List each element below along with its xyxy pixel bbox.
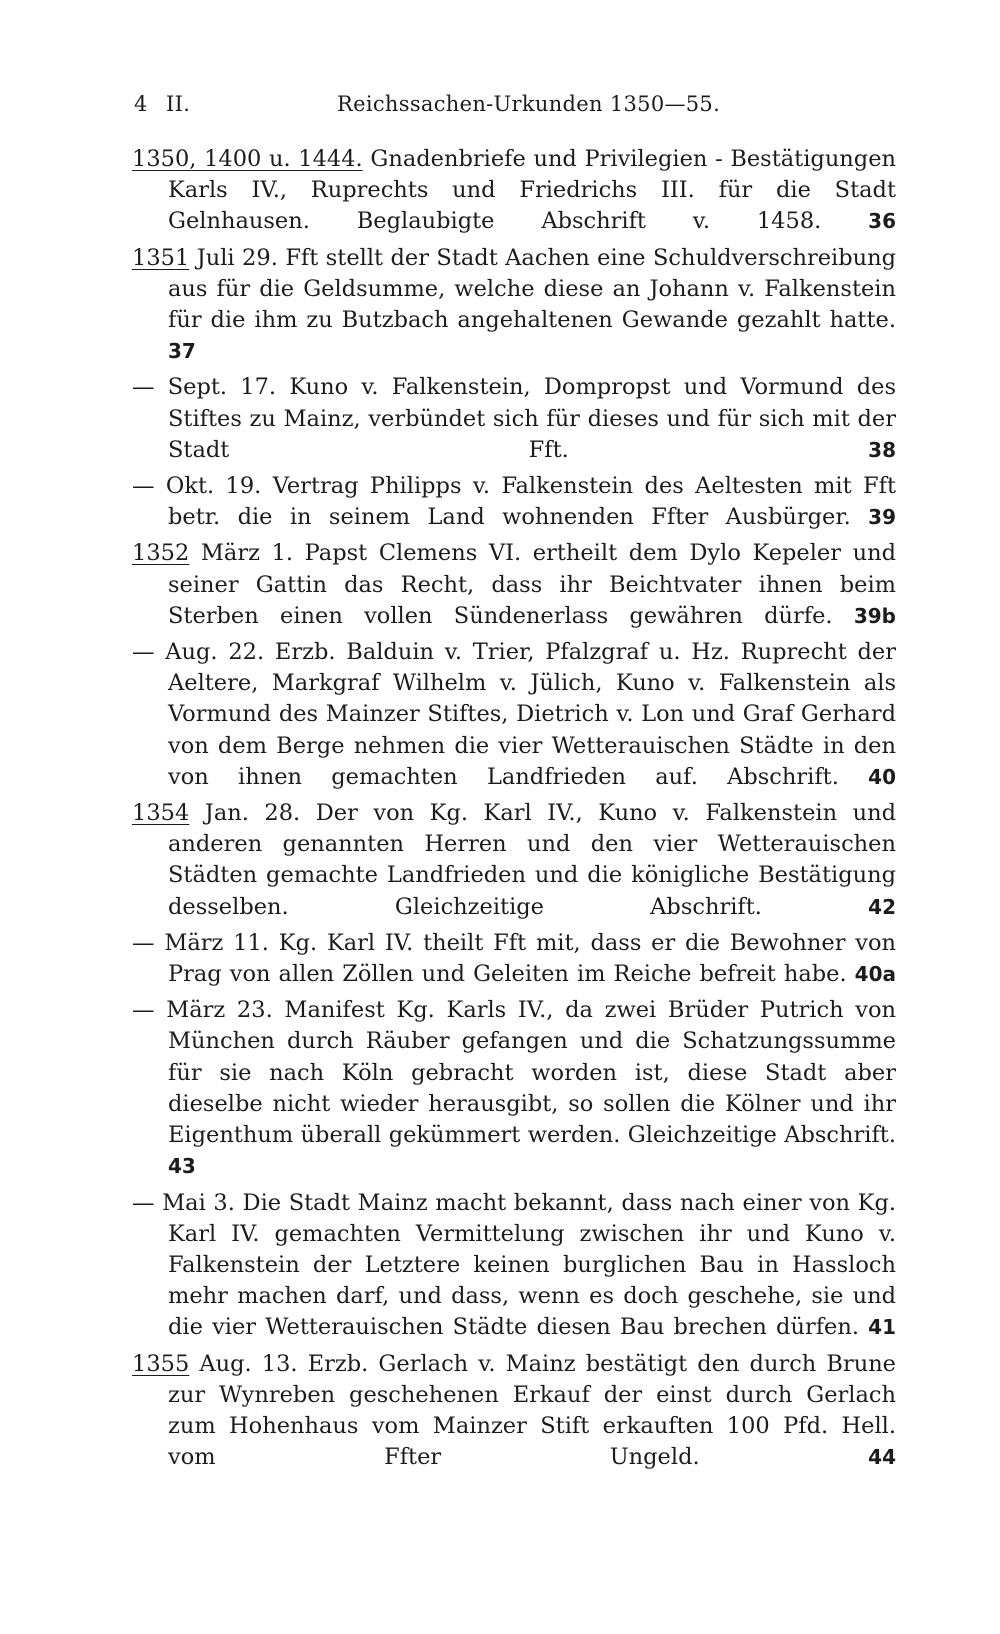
entry-text: Erzb. Gerlach v. Mainz bestätigt den durch Brune zur Wynreben geschehenen Erkauf der einst durch Gerlach zum Hohenhaus vom Mainzer Stift erkauften 100 Pfd. Hell. vom Ffter Ungeld.	[168, 1350, 896, 1471]
entry-date	[132, 930, 269, 956]
entry-text: Die Stadt Mainz macht bekannt, dass nach einer von Kg. Karl IV. gemachten Vermittelung zwischen ihr und Kuno v. Falkenstein der Letztere keinen burglichen Bau in Hassloch mehr machen darf, und dass, wenn es doch geschehe, sie und die vier Wetterauischen Städte diesen Bau brechen dürfen.	[168, 1189, 896, 1341]
entry-text: Kuno v. Falkenstein, Dompropst und Vormund des Stiftes zu Mainz, verbündet sich für dieses und für sich mit der Stadt Fft.	[168, 374, 897, 463]
section-number: II.	[166, 92, 191, 116]
entry-date	[132, 800, 300, 826]
entry-day: Mai 3.	[162, 1189, 235, 1216]
entry-text: Kg. Karl IV. theilt Fft mit, dass er die Bewohner von Prag von allen Zöllen und Geleiten im Reiche befreit habe.	[168, 929, 897, 988]
entry-text: Der von Kg. Karl IV., Kuno v. Falkenstein und anderen genannten Herren und den vier Wetterauischen Städten gemachte Landfrieden und die königliche Bestätigung desselben. Gleichzeitige Abschrift.	[168, 800, 896, 920]
list-item	[132, 637, 896, 793]
running-title: Reichssachen-Urkunden 1350—55.	[337, 92, 721, 116]
page-number: 4	[134, 92, 148, 116]
entry-text: Manifest Kg. Karls IV., da zwei Brüder Putrich von München durch Räuber gefangen und die Schatzungssumme für sie nach Köln gebracht worden ist, diese Stadt aber dieselbe nicht wieder herausgibt, so sollen die Kölner und ihr Eigenthum überall gekümmert werden. Gleichzeitige Abschrift.	[168, 997, 896, 1149]
entry-year: —	[132, 374, 155, 401]
entry-number: 39	[868, 505, 896, 530]
entry-date	[132, 374, 276, 400]
list-item	[132, 243, 896, 368]
entry-year: —	[132, 473, 155, 500]
entry-day: Aug. 22.	[165, 639, 265, 666]
list-item	[132, 144, 896, 238]
entry-number: 38	[868, 437, 896, 462]
entry-day: März 1.	[200, 540, 294, 567]
entry-number: 41	[868, 1315, 896, 1340]
entry-day: Aug. 13.	[199, 1350, 298, 1377]
entry-text: Fft stellt der Stadt Aachen eine Schuldverschreibung aus für die Geldsumme, welche diese an Johann v. Falkenstein für die ihm zu Butzbach angehaltenen Gewande gezahlt hatte.	[168, 244, 897, 334]
entry-date	[132, 540, 293, 566]
entry-text: Gnadenbriefe und Privilegien - Bestätigungen Karls IV., Ruprechts und Friedrichs III. für die Stadt Gelnhausen. Beglaubigte Abschrift v. 1458.	[168, 146, 897, 235]
entry-number: 37	[168, 339, 196, 364]
entry-year: 1354	[132, 800, 190, 827]
entry-year: 1352	[132, 540, 190, 567]
list-item	[132, 372, 896, 466]
list-item	[132, 995, 896, 1182]
list-item	[132, 538, 896, 632]
entry-text: Vertrag Philipps v. Falkenstein des Aeltesten mit Fft betr. die in seinem Land wohnenden Ffter Ausbürger.	[168, 473, 896, 531]
entry-date	[132, 245, 278, 271]
entry-list	[132, 144, 896, 1473]
entry-date	[132, 473, 261, 499]
entry-day: März 11.	[164, 929, 269, 956]
entry-day: Juli 29.	[196, 244, 278, 271]
list-item	[132, 928, 896, 990]
entry-day: März 23.	[166, 997, 273, 1024]
entry-date	[132, 1351, 298, 1377]
entry-day: Sept. 17.	[167, 374, 277, 401]
list-item	[132, 471, 896, 533]
entry-year: —	[132, 929, 155, 956]
entry-year: 1355	[132, 1350, 190, 1377]
entry-day: Jan. 28.	[204, 800, 301, 827]
entry-number: 42	[868, 894, 896, 919]
page-header	[132, 88, 896, 128]
entry-year: —	[132, 639, 155, 666]
entry-date	[132, 1190, 235, 1216]
entry-number: 40a	[854, 962, 896, 987]
entry-number: 40	[868, 764, 897, 789]
entry-date	[132, 997, 273, 1023]
entry-date	[132, 146, 370, 172]
list-item	[132, 1188, 896, 1344]
entry-number: 43	[168, 1154, 196, 1179]
entry-text: Papst Clemens VI. ertheilt dem Dylo Kepeler und seiner Gattin das Recht, dass ihr Beichtvater ihnen beim Sterben einen vollen Sündenerlass gewähren dürfe.	[168, 540, 897, 629]
entry-year: —	[132, 997, 155, 1024]
entry-number: 39b	[853, 603, 896, 628]
list-item	[132, 1349, 896, 1474]
entry-day: Okt. 19.	[165, 473, 262, 500]
list-item	[132, 798, 896, 923]
entry-year: 1351	[132, 244, 190, 271]
entry-year: 1350, 1400 u. 1444.	[132, 146, 363, 172]
entry-year: —	[132, 1189, 155, 1216]
entry-date	[132, 639, 264, 665]
entry-number: 36	[868, 209, 896, 234]
entry-number: 44	[868, 1445, 896, 1470]
entry-text: Erzb. Balduin v. Trier, Pfalzgraf u. Hz. Ruprecht der Aeltere, Markgraf Wilhelm v. Jülich, Kuno v. Falkenstein als Vormund des Mainzer Stiftes, Dietrich v. Lon und Graf Gerhard von dem Berge nehmen die vier Wetterauischen Städte in den von ihnen gemachten Landfrieden auf. Abschrift.	[168, 639, 896, 790]
